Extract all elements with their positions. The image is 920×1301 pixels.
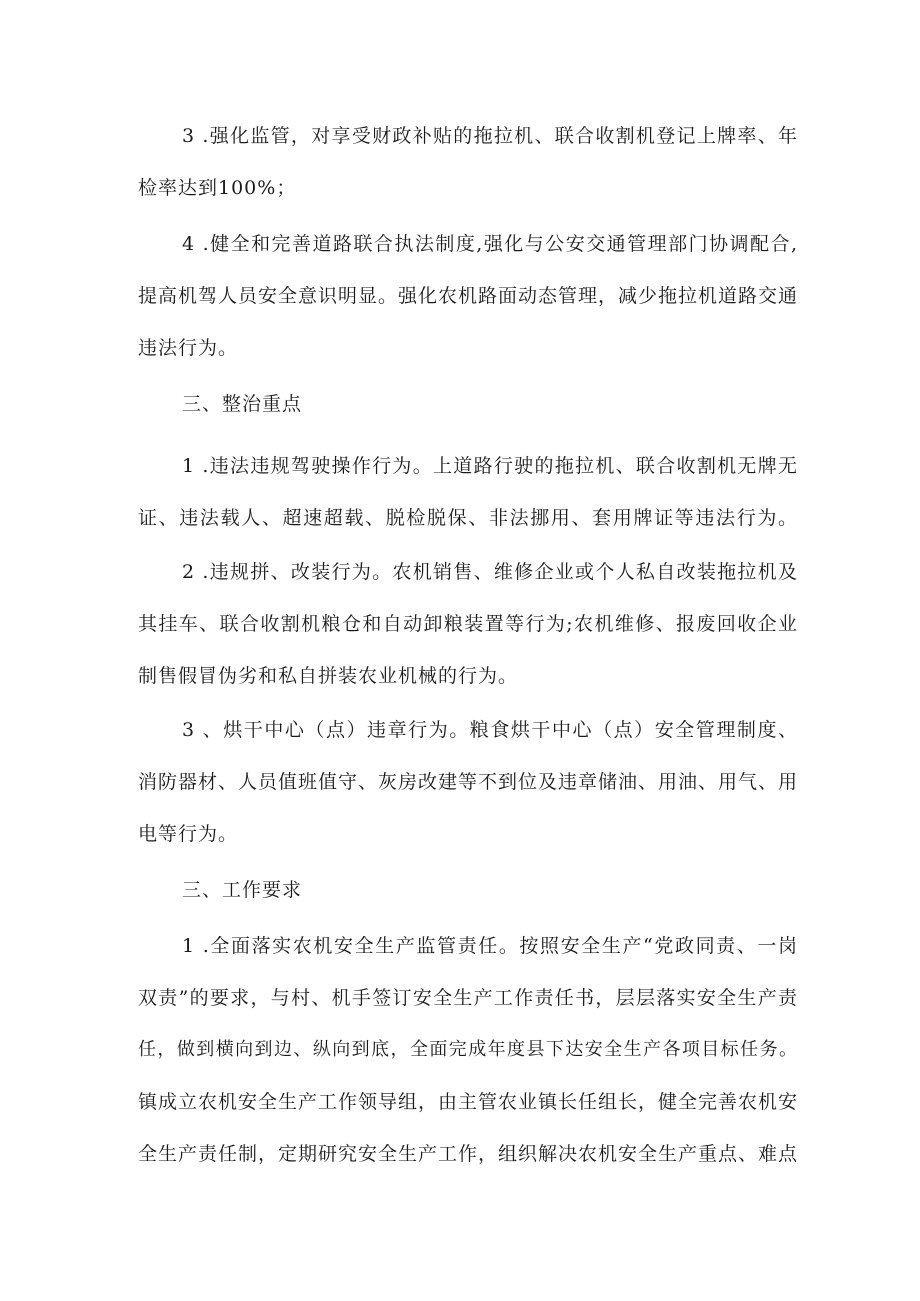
section-heading-work-requirements bbox=[138, 864, 798, 916]
text-line: 违法行为。 bbox=[138, 337, 239, 359]
text-line: 证、违法载人、超速超载、脱检脱保、非法挪用、套用牌证等违法行为。 bbox=[138, 507, 798, 529]
text-line: 其挂车、联合收割机粮仓和自动卸粮装置等行为;农机维修、报废回收企业 bbox=[138, 613, 798, 635]
text-line: 2 .违规拼、改装行为。农机销售、维修企业或个人私自改装拖拉机及 bbox=[182, 561, 798, 583]
paragraph-item-1-illegal-driving bbox=[138, 440, 798, 544]
text-line: 提高机驾人员安全意识明显。强化农机路面动态管理，减少拖拉机道路交通 bbox=[138, 285, 799, 307]
text-line: 任，做到横向到边、纵向到底，全面完成年度县下达安全生产各项目标任务。 bbox=[138, 1039, 798, 1060]
text-line: 双责”的要求，与村、机手签订安全生产工作责任书，层层落实安全生产责 bbox=[138, 987, 798, 1009]
text-line: 电等行为。 bbox=[138, 823, 239, 845]
paragraph-item-1-responsibility bbox=[138, 920, 798, 1180]
text-line: 消防器材、人员值班值守、灰房改建等不到位及违章储油、用油、用气、用 bbox=[138, 771, 799, 793]
text-line: 3 .强化监管，对享受财政补贴的拖拉机、联合收割机登记上牌率、年 bbox=[182, 125, 798, 147]
text-line: 3 、烘干中心（点）违章行为。粮食烘干中心（点）安全管理制度、 bbox=[182, 719, 798, 741]
paragraph-item-2-illegal-modification bbox=[138, 546, 798, 702]
text-line: 4 .健全和完善道路联合执法制度,强化与公安交通管理部门协调配合, bbox=[182, 233, 798, 255]
text-line: 1 .全面落实农机安全生产监管责任。按照安全生产“党政同责、一岗 bbox=[182, 935, 798, 957]
text-line: 全生产责任制，定期研究安全生产工作，组织解决农机安全生产重点、难点 bbox=[138, 1143, 799, 1165]
paragraph-item-3-drying-center bbox=[138, 704, 798, 860]
text-line: 制售假冒伪劣和私自拼装农业机械的行为。 bbox=[138, 665, 519, 687]
text-line: 镇成立农机安全生产工作领导组，由主管农业镇长任组长，健全完善农机安 bbox=[138, 1091, 799, 1113]
paragraph-item-3-supervision bbox=[138, 110, 798, 214]
section-heading-text: 三、整治重点 bbox=[182, 393, 303, 415]
text-line: 1 .违法违规驾驶操作行为。上道路行驶的拖拉机、联合收割机无牌无 bbox=[182, 455, 798, 477]
section-heading-text: 三、工作要求 bbox=[182, 879, 303, 901]
paragraph-item-4-joint-enforcement bbox=[138, 218, 798, 374]
text-line: 检率达到100%； bbox=[138, 177, 297, 199]
section-heading-rectification-focus bbox=[138, 378, 798, 430]
